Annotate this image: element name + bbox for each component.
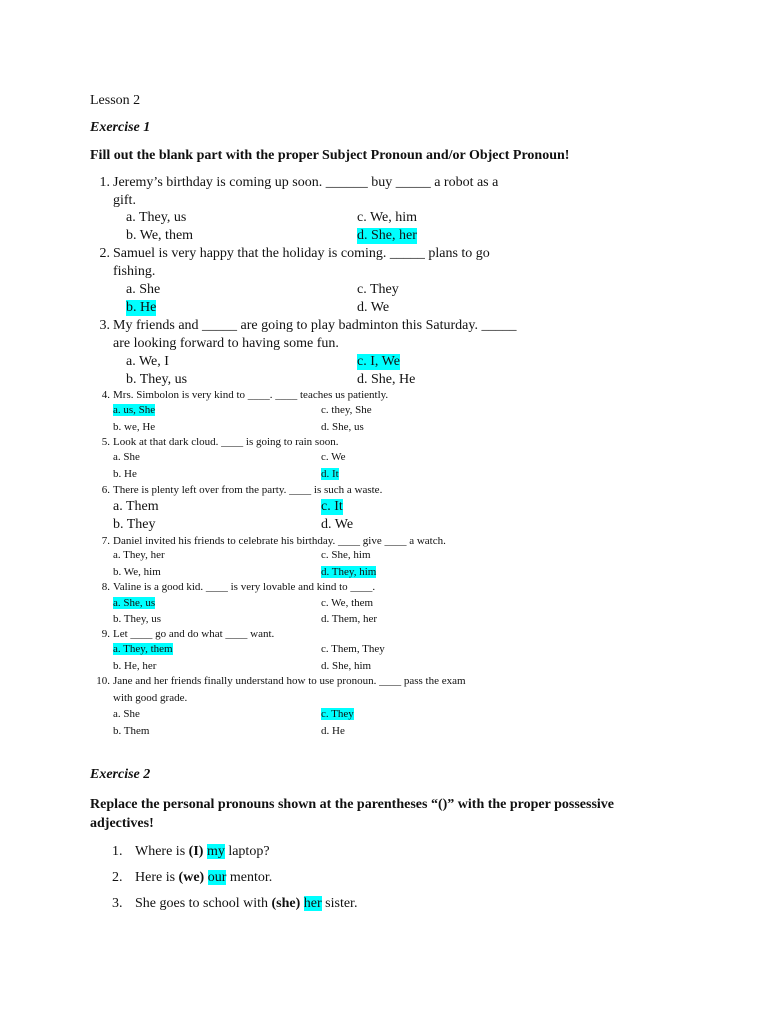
- question-text-continued: fishing.: [113, 264, 156, 279]
- exercise-1-instruction: Fill out the blank part with the proper Subject Pronoun and/or Object Pronoun!: [90, 148, 570, 163]
- option-c: c. We: [321, 451, 346, 463]
- option-d: d. We: [357, 300, 390, 315]
- option-b: b. We, them: [126, 228, 194, 243]
- pronoun-prompt: (we): [178, 870, 205, 885]
- option-c: c. We, them: [321, 597, 374, 609]
- pronoun-prompt: (she): [271, 896, 301, 911]
- option-b: b. He: [113, 468, 137, 480]
- option-d: d. She, us: [321, 421, 364, 433]
- question-text: Jeremy’s birthday is coming up soon. ______ buy _____ a robot as a: [113, 175, 499, 190]
- option-b: b. We, him: [113, 566, 161, 578]
- question-number: 10.: [96, 675, 110, 687]
- question-text: Look at that dark cloud. ____ is going to rain soon.: [113, 436, 339, 448]
- question-text: There is plenty left over from the party. ____ is such a waste.: [113, 484, 383, 496]
- question-number: 4.: [101, 389, 110, 401]
- option-c-answer: c. They: [321, 708, 354, 720]
- exercise-2-title: Exercise 2: [90, 767, 151, 782]
- option-d: d. We: [321, 517, 354, 532]
- item-number: 1.: [112, 844, 123, 859]
- question-text: Let ____ go and do what ____ want.: [113, 628, 275, 640]
- possessive-answer: her: [303, 896, 322, 911]
- item-sentence: [135, 896, 357, 912]
- exercise-2-instruction-line2: adjectives!: [90, 816, 154, 831]
- question-number: 9.: [101, 628, 110, 640]
- option-a: a. We, I: [126, 354, 169, 369]
- option-a: a. She: [126, 282, 161, 297]
- sentence-end: mentor.: [226, 870, 273, 885]
- exercise-2-instruction-line1: Replace the personal pronouns shown at the parentheses “()” with the proper possessive: [90, 797, 614, 812]
- option-b: b. They, us: [126, 372, 188, 387]
- item-sentence: [135, 870, 272, 886]
- option-d: d. Them, her: [321, 613, 378, 625]
- sentence-start: Where is: [135, 844, 189, 859]
- option-b: b. we, He: [113, 421, 156, 433]
- option-b: b. They, us: [113, 613, 161, 625]
- option-d-answer: d. It: [321, 468, 339, 480]
- question-text: Samuel is very happy that the holiday is coming. _____ plans to go: [113, 246, 490, 261]
- option-c: c. Them, They: [321, 643, 385, 655]
- sentence-start: Here is: [135, 870, 179, 885]
- question-text-continued: gift.: [113, 193, 136, 208]
- option-d: d. She, He: [357, 372, 416, 387]
- question-text: Valine is a good kid. ____ is very lovable and kind to ____.: [113, 581, 376, 593]
- question-text-continued: are looking forward to having some fun.: [113, 336, 339, 351]
- item-sentence: [135, 844, 270, 860]
- option-d: d. She, him: [321, 660, 372, 672]
- option-a-answer: a. us, She: [113, 404, 156, 416]
- option-c: c. They: [357, 282, 399, 297]
- question-number: 2.: [99, 246, 110, 261]
- option-a: a. They, us: [126, 210, 187, 225]
- option-c: c. We, him: [357, 210, 418, 225]
- option-b: b. He, her: [113, 660, 157, 672]
- option-c: c. they, She: [321, 404, 372, 416]
- option-a: a. Them: [113, 499, 159, 514]
- question-number: 3.: [99, 318, 110, 333]
- option-a: a. She: [113, 708, 140, 720]
- question-number: 8.: [101, 581, 110, 593]
- option-b: b. They: [113, 517, 156, 532]
- option-c-answer: c. I, We: [357, 354, 400, 369]
- question-number: 6.: [101, 484, 110, 496]
- sentence-end: laptop?: [224, 844, 270, 859]
- option-d-answer: d. She, her: [357, 228, 417, 243]
- possessive-answer: my: [206, 844, 225, 859]
- sentence-start: She goes to school with: [135, 896, 272, 911]
- option-a: a. They, her: [113, 549, 165, 561]
- exercise-1-title: Exercise 1: [90, 120, 151, 135]
- question-text-continued: with good grade.: [113, 692, 188, 704]
- option-b: b. Them: [113, 725, 150, 737]
- option-d: d. He: [321, 725, 345, 737]
- question-text: Daniel invited his friends to celebrate his birthday. ____ give ____ a watch.: [113, 535, 446, 547]
- option-b-answer: b. He: [126, 300, 157, 315]
- lesson-title: Lesson 2: [90, 93, 141, 108]
- option-a-answer: a. She, us: [113, 597, 156, 609]
- option-c-answer: c. It: [321, 499, 343, 514]
- sentence-end: sister.: [321, 896, 358, 911]
- option-a: a. She: [113, 451, 140, 463]
- option-a-answer: a. They, them: [113, 643, 173, 655]
- option-c: c. She, him: [321, 549, 371, 561]
- question-text: Mrs. Simbolon is very kind to ____. ____ teaches us patiently.: [113, 389, 389, 401]
- question-number: 1.: [99, 175, 110, 190]
- option-d-answer: d. They, him: [321, 566, 377, 578]
- question-number: 7.: [101, 535, 110, 547]
- question-text: Jane and her friends finally understand how to use pronoun. ____ pass the exam: [113, 675, 466, 687]
- item-number: 2.: [112, 870, 123, 885]
- question-text: My friends and _____ are going to play badminton this Saturday. _____: [113, 318, 517, 333]
- pronoun-prompt: (I): [188, 844, 204, 859]
- question-number: 5.: [101, 436, 110, 448]
- item-number: 3.: [112, 896, 123, 911]
- possessive-answer: our: [207, 870, 227, 885]
